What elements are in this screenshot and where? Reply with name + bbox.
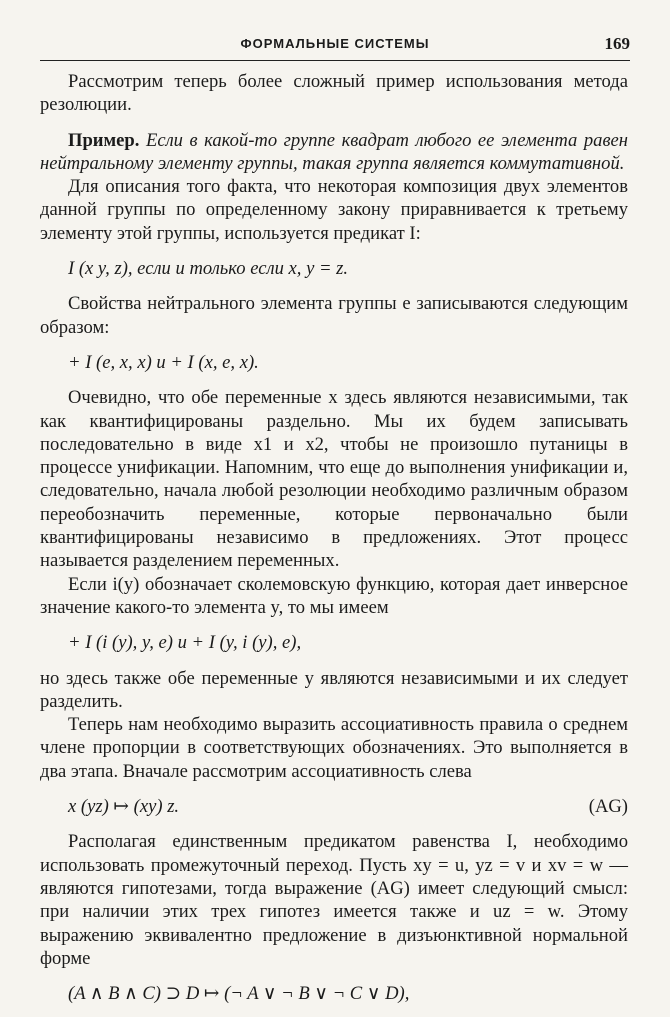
formula-ag: x (yz) ↦ (xy) z. (68, 796, 180, 818)
paragraph-predicate: Для описания того факта, что некоторая композиция двух элементов данной группы по определенному закону приравнивается к третьему элементу этой группы, используется предикат I: (40, 176, 628, 244)
paragraph-separate: но здесь также обе переменные y являются независимыми и их следует разделить. (40, 667, 628, 712)
equation-tag: (AG) (588, 796, 628, 818)
body-text (40, 70, 628, 1017)
paragraph-variable-separation: Очевидно, что обе переменные x здесь являются независимыми, так как квантифицированы раздельно. Мы их будем записывать последовательно в виде x1 и x2, чтобы не произошло путаницы в процессе унификации. Напомним, что еще до выполнения унификации и, следовательно, начала любой резолюции необходимо различным образом переобозначить переменные, которые первоначально были квантифицированы независимо в предложениях. Этот процесс называется разделением переменных. (40, 387, 628, 572)
example-label: Пример. (68, 129, 140, 151)
page-number: 169 (604, 34, 630, 53)
paragraph-neutral-element: Свойства нейтрального элемента группы e записываются следующим образом: (40, 293, 628, 338)
example-statement: Если в какой-то группе квадрат любого ее элемента равен нейтральному элементу группы, такая группа является коммутативной. (40, 129, 628, 174)
running-title: ФОРМАЛЬНЫЕ СИСТЕМЫ (240, 36, 430, 51)
paragraph-intro: Рассмотрим теперь более сложный пример использования метода резолюции. (40, 71, 628, 116)
formula-predicate-definition: I (x y, z), если и только если x, y = z. (68, 258, 349, 280)
page-header (40, 34, 630, 61)
paragraph-hypotheses: Располагая единственным предикатом равенства I, необходимо использовать промежуточный переход. Пусть xy = u, yz = v и xv = w — являются гипотезами, тогда выражение (AG) имеет следующий смысл: при наличии этих трех гипотез имеется также и uz = w. Этому выражению эквивалентно предложение в дизъюнктивной нормальной форме (40, 831, 628, 969)
formula-disjunctive-normal-form: (A ∧ B ∧ C) ⊃ D ↦ (¬ A ∨ ¬ B ∨ ¬ C ∨ D), (68, 983, 410, 1005)
paragraph-associativity: Теперь нам необходимо выразить ассоциативность правила о среднем члене пропорции в соответствующих обозначениях. Это выполняется в два этапа. Вначале рассмотрим ассоциативность слева (40, 714, 628, 782)
formula-neutral-element: + I (e, x, x) и + I (x, e, x). (68, 351, 259, 373)
paragraph-skolem: Если i(y) обозначает сколемовскую функцию, которая дает инверсное значение какого-то элемента y, то мы имеем (40, 573, 628, 618)
formula-inverse: + I (i (y), y, e) и + I (y, i (y), e), (68, 632, 302, 654)
formula-left-associativity (68, 795, 628, 818)
example-paragraph (40, 129, 628, 176)
